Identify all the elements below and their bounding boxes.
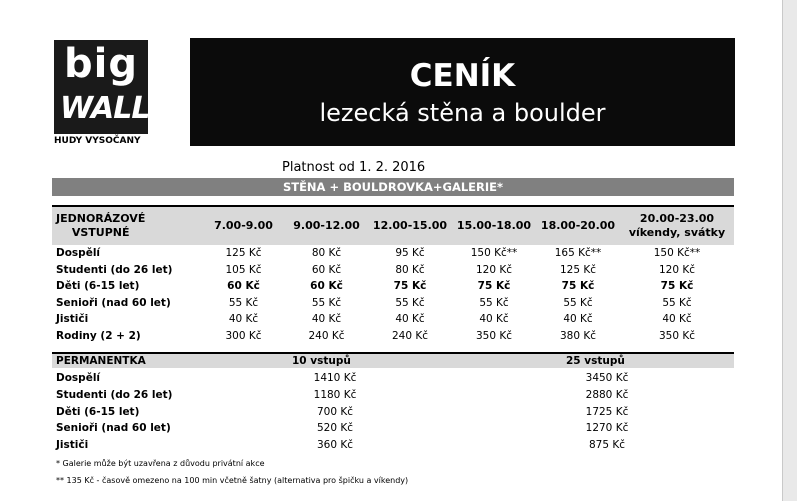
row-label: Studenti (do 26 let) xyxy=(56,263,173,276)
row-label: Rodiny (2 + 2) xyxy=(56,329,141,342)
price-cell: 55 Kč xyxy=(311,296,342,309)
price-cell: 120 Kč xyxy=(658,263,696,276)
row-label: Senioři (nad 60 let) xyxy=(56,422,171,435)
price-cell: 150 Kč** xyxy=(470,247,518,259)
price-cell: 360 Kč xyxy=(316,439,354,452)
price-cell: 1180 Kč xyxy=(313,388,357,401)
note-time-limit: ** 135 Kč - časově omezeno na 100 min včetně šatny (alternativa pro špičku a víkendy) xyxy=(56,476,409,485)
price-cell: 520 Kč xyxy=(316,422,354,435)
header-time-slot: 12.00-15.00 xyxy=(372,219,448,232)
price-cell: 3450 Kč xyxy=(585,372,629,384)
window-edge xyxy=(782,0,797,501)
header-label: JEDNORÁZOVÉ VSTUPNÉ xyxy=(56,212,146,239)
page-subtitle: lezecká stěna a boulder xyxy=(319,99,606,127)
price-cell: 40 Kč xyxy=(228,313,259,325)
price-cell: 165 Kč** xyxy=(554,247,602,259)
price-cell: 150 Kč** xyxy=(653,247,701,259)
price-cell: 40 Kč xyxy=(479,313,509,325)
price-cell: 60 Kč xyxy=(311,263,342,276)
price-cell: 700 Kč xyxy=(316,405,354,418)
price-cell: 300 Kč xyxy=(225,329,262,342)
price-cell: 240 Kč xyxy=(308,329,345,342)
header-time-slot: 20.00-23.00 víkendy, svátky xyxy=(628,212,726,239)
price-cell: 120 Kč xyxy=(475,263,513,276)
row-label: Dospělí xyxy=(56,247,101,259)
price-cell: 75 Kč xyxy=(477,280,511,292)
validity-date: Platnost od 1. 2. 2016 xyxy=(282,160,426,175)
price-cell: 2880 Kč xyxy=(585,388,629,401)
table-row xyxy=(52,278,734,295)
single-entry-header xyxy=(52,205,734,245)
logo-big: big xyxy=(64,41,138,87)
table-row xyxy=(52,387,734,404)
price-cell: 55 Kč xyxy=(479,296,509,309)
row-label: Jističi xyxy=(56,439,89,452)
price-cell: 1270 Kč xyxy=(585,422,629,435)
table-row xyxy=(52,245,734,262)
section-heading: STĚNA + BOULDROVKA+GALERIE* xyxy=(52,178,734,196)
price-cell: 40 Kč xyxy=(311,313,342,325)
price-cell: 350 Kč xyxy=(658,329,696,342)
price-cell: 60 Kč xyxy=(227,280,260,292)
row-label: Děti (6-15 let) xyxy=(56,280,140,292)
perm-header-label: PERMANENTKA xyxy=(56,355,146,367)
row-label: Děti (6-15 let) xyxy=(56,405,140,418)
header-time-slot: 9.00-12.00 xyxy=(293,219,360,232)
header-time-slot: 18.00-20.00 xyxy=(540,219,616,232)
price-cell: 55 Kč xyxy=(563,296,593,309)
table-row xyxy=(52,370,734,387)
table-row xyxy=(52,262,734,279)
perm-header-count: 25 vstupů xyxy=(566,355,625,367)
row-label: Studenti (do 26 let) xyxy=(56,388,173,401)
row-label: Senioři (nad 60 let) xyxy=(56,296,171,309)
price-cell: 55 Kč xyxy=(395,296,425,309)
title-banner xyxy=(190,38,735,146)
price-cell: 240 Kč xyxy=(391,329,429,342)
row-label: Jističi xyxy=(56,313,89,325)
price-cell: 1725 Kč xyxy=(585,405,629,418)
price-cell: 1410 Kč xyxy=(313,372,357,384)
table-row xyxy=(52,437,734,454)
note-gallery: * Galerie může být uzavřena z důvodu privátní akce xyxy=(56,459,265,468)
price-cell: 125 Kč xyxy=(225,247,262,259)
table-row xyxy=(52,420,734,437)
price-cell: 75 Kč xyxy=(393,280,427,292)
bigwall-logo xyxy=(52,40,150,146)
price-cell: 40 Kč xyxy=(563,313,593,325)
price-cell: 350 Kč xyxy=(475,329,513,342)
price-cell: 380 Kč xyxy=(559,329,597,342)
table-row xyxy=(52,404,734,421)
price-cell: 75 Kč xyxy=(660,280,694,292)
price-cell: 125 Kč xyxy=(559,263,597,276)
price-cell: 40 Kč xyxy=(662,313,692,325)
price-cell: 75 Kč xyxy=(561,280,595,292)
logo-wall: WALL xyxy=(60,91,150,126)
table-row xyxy=(52,295,734,312)
price-cell: 55 Kč xyxy=(228,296,259,309)
table-row xyxy=(52,311,734,328)
price-cell: 80 Kč xyxy=(395,263,425,276)
price-cell: 105 Kč xyxy=(225,263,262,276)
table-row xyxy=(52,328,734,345)
price-cell: 875 Kč xyxy=(588,439,626,452)
price-cell: 80 Kč xyxy=(311,247,342,259)
row-label: Dospělí xyxy=(56,372,101,384)
header-time-slot: 7.00-9.00 xyxy=(214,219,273,232)
header-time-slot: 15.00-18.00 xyxy=(456,219,532,232)
logo-tagline: HUDY VYSOČANY xyxy=(54,136,141,146)
permanent-pass-header xyxy=(52,352,734,368)
price-cell: 95 Kč xyxy=(395,247,425,259)
perm-header-count: 10 vstupů xyxy=(292,355,351,367)
price-cell: 40 Kč xyxy=(395,313,425,325)
price-cell: 60 Kč xyxy=(310,280,343,292)
page-title: CENÍK xyxy=(409,58,516,94)
price-cell: 55 Kč xyxy=(662,296,692,309)
